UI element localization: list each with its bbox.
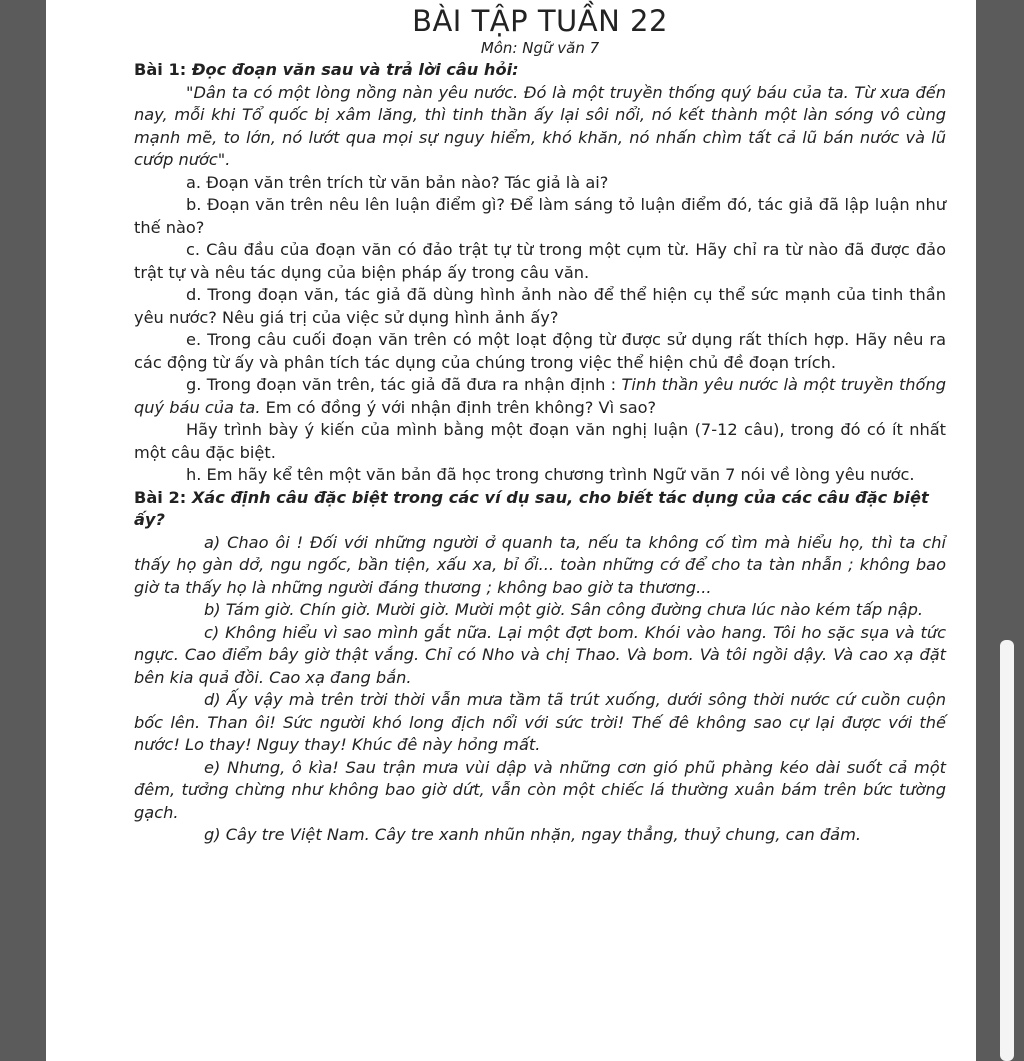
document-content [134, 0, 946, 847]
bai2-example-a: a) Chao ôi ! Đối với những người ở quanh ta, nếu ta không cố tìm mà hiểu họ, thì ta chỉ thấy họ gàn dở, ngu ngốc, bần tiện, xấu xa, bỉ ổi... toàn những cớ để cho ta tàn nhẫn ; không bao giờ ta thấy họ là những người đáng thương ; không bao giờ ta thương... [134, 532, 946, 597]
bai2-example-e: e) Nhưng, ô kìa! Sau trận mưa vùi dập và những cơn gió phũ phàng kéo dài suốt cả một đêm, tưởng chừng như không bao giờ dứt, vẫn còn một chiếc lá thường xuân bám trên bức tường gạch. [134, 757, 946, 822]
scrollbar[interactable] [1000, 640, 1014, 1061]
bai1-question-d: d. Trong đoạn văn, tác giả đã dùng hình ảnh nào để thể hiện cụ thể sức mạnh của tinh thần yêu nước? Nêu giá trị của việc sử dụng hình ảnh ấy? [134, 285, 946, 327]
bai1-question-e: e. Trong câu cuối đoạn văn trên có một loạt động từ được sử dụng rất thích hợp. Hãy nêu ra các động từ ấy và phân tích tác dụng của chúng trong việc thể hiện chủ đề đoạn trích. [134, 330, 946, 372]
bai2-example-b: b) Tám giờ. Chín giờ. Mười giờ. Mười một giờ. Sân công đường chưa lúc nào kém tấp nập. [204, 600, 924, 619]
bai1-question-g-end: Em có đồng ý với nhận định trên không? Vì sao? [260, 397, 657, 417]
bai1-heading [134, 59, 946, 82]
bai2-example-c: c) Không hiểu vì sao mình gắt nữa. Lại một đợt bom. Khói vào hang. Tôi ho sặc sụa và tức ngực. Cao điểm bây giờ thật vắng. Chỉ có Nho và chị Thao. Và bom. Và tôi ngồi dậy. Và cao xạ đặt bên kia quả đồi. Cao xạ đang bắn. [134, 622, 946, 687]
bai2-prompt: Xác định câu đặc biệt trong các ví dụ sau, cho biết tác dụng của các câu đặc biệt ấy? [134, 487, 929, 529]
document-subtitle: Môn: Ngữ văn 7 [480, 39, 600, 57]
bai2-example-d: d) Ấy vậy mà trên trời thời vẫn mưa tầm tã trút xuống, dưới sông thời nước cứ cuồn cuộn bốc lên. Than ôi! Sức người khó long địch nổi với sức trời! Thế đê không sao cự lại được với thế nước! Lo thay! Nguy thay! Khúc đê này hỏng mất. [134, 690, 946, 754]
bai1-label: Bài 1: [134, 60, 187, 79]
bai2-label: Bài 2: [134, 487, 187, 507]
bai1-question-g-task: Hãy trình bày ý kiến của mình bằng một đoạn văn nghị luận (7-12 câu), trong đó có ít nhất một câu đặc biệt. [134, 420, 946, 462]
bai1-question-b: b. Đoạn văn trên nêu lên luận điểm gì? Để làm sáng tỏ luận điểm đó, tác giả đã lập luận như thế nào? [134, 195, 946, 237]
document-title: BÀI TẬP TUẦN 22 [412, 4, 668, 38]
bai1-passage: "Dân ta có một lòng nồng nàn yêu nước. Đó là một truyền thống quý báu của ta. Từ xưa đến nay, mỗi khi Tổ quốc bị xâm lăng, thì tinh thần ấy lại sôi nổi, nó kết thành một làn sóng vô cùng mạnh mẽ, to lớn, nó lướt qua mọi sự nguy hiểm, khó khăn, nó nhấn chìm tất cả lũ bán nước và lũ cướp nước". [134, 82, 946, 169]
bai2-example-g: g) Cây tre Việt Nam. Cây tre xanh nhũn nhặn, ngay thẳng, thuỷ chung, can đảm. [204, 825, 861, 844]
bai1-question-a: a. Đoạn văn trên trích từ văn bản nào? Tác giả là ai? [186, 172, 609, 192]
bai1-question-h: h. Em hãy kể tên một văn bản đã học trong chương trình Ngữ văn 7 nói về lòng yêu nước. [186, 465, 915, 484]
bai1-question-g [134, 374, 946, 419]
bai1-question-g-start: g. Trong đoạn văn trên, tác giả đã đưa ra nhận định : [186, 375, 622, 394]
bai2-heading [134, 487, 946, 532]
bai1-question-g-quote: Tinh thần yêu nước là một truyền thống quý báu của ta. [134, 375, 947, 417]
document-page [46, 0, 976, 1061]
bai1-question-c: c. Câu đầu của đoạn văn có đảo trật tự từ trong một cụm từ. Hãy chỉ ra từ nào đã được đảo trật tự và nêu tác dụng của biện pháp ấy trong câu văn. [134, 240, 946, 282]
bai1-prompt: Đọc đoạn văn sau và trả lời câu hỏi: [191, 60, 519, 79]
